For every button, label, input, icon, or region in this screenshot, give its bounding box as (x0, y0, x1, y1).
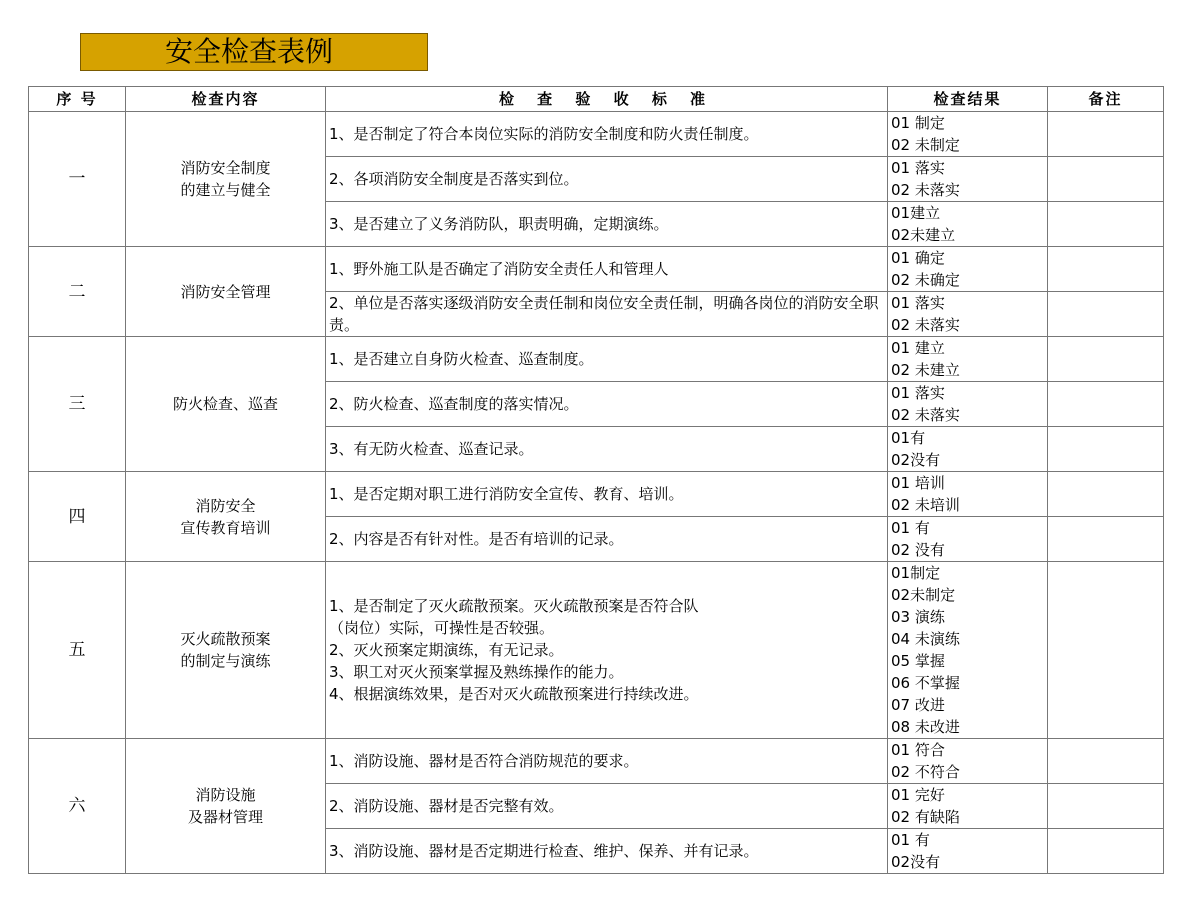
result-option: 02没有 (891, 451, 941, 469)
acceptance-standard: 1、是否定期对职工进行消防安全宣传、教育、培训。 (326, 472, 888, 517)
remark-cell (1048, 562, 1164, 739)
check-result (888, 337, 1048, 382)
check-result (888, 472, 1048, 517)
page-title: 安全检查表例 (80, 33, 428, 71)
result-option: 02 未确定 (891, 271, 960, 289)
acceptance-standard: 3、有无防火检查、巡查记录。 (326, 427, 888, 472)
standard-line: 4、根据演练效果，是否对灭火疏散预案进行持续改进。 (329, 685, 699, 703)
check-item (126, 739, 326, 874)
remark-cell (1048, 247, 1164, 292)
result-option: 02 未落实 (891, 181, 960, 199)
result-option: 01 培训 (891, 474, 945, 492)
result-option: 01有 (891, 429, 926, 447)
check-result (888, 112, 1048, 157)
acceptance-standard: 2、防火检查、巡查制度的落实情况。 (326, 382, 888, 427)
acceptance-standard: 2、各项消防安全制度是否落实到位。 (326, 157, 888, 202)
result-option: 01 落实 (891, 159, 945, 177)
check-result (888, 562, 1048, 739)
table-row (29, 562, 1164, 739)
table-body (29, 112, 1164, 874)
section-number: 二 (29, 247, 126, 337)
table-row (29, 739, 1164, 784)
acceptance-standard: 1、消防设施、器材是否符合消防规范的要求。 (326, 739, 888, 784)
result-option: 01 落实 (891, 294, 945, 312)
header-seq: 序 号 (29, 87, 126, 112)
standard-line: 2、灭火预案定期演练，有无记录。 (329, 641, 564, 659)
result-option: 02 未落实 (891, 316, 960, 334)
check-item (126, 562, 326, 739)
table-row (29, 337, 1164, 382)
remark-cell (1048, 202, 1164, 247)
result-option: 01建立 (891, 204, 941, 222)
result-option: 01 有 (891, 519, 930, 537)
result-option: 01 符合 (891, 741, 945, 759)
remark-cell (1048, 829, 1164, 874)
result-option: 02 未培训 (891, 496, 960, 514)
check-result (888, 202, 1048, 247)
result-option: 02 有缺陷 (891, 808, 960, 826)
result-option: 01 确定 (891, 249, 945, 267)
check-result (888, 382, 1048, 427)
acceptance-standard: 2、内容是否有针对性。是否有培训的记录。 (326, 517, 888, 562)
standard-line: 1、是否制定了灭火疏散预案。灭火疏散预案是否符合队 (329, 597, 699, 615)
check-result (888, 157, 1048, 202)
result-option: 02 不符合 (891, 763, 960, 781)
result-option: 08 未改进 (891, 718, 960, 736)
acceptance-standard: 1、是否制定了符合本岗位实际的消防安全制度和防火责任制度。 (326, 112, 888, 157)
check-item (126, 112, 326, 247)
check-item-line: 灭火疏散预案 (180, 630, 271, 648)
section-number: 六 (29, 739, 126, 874)
result-option: 02 未建立 (891, 361, 960, 379)
result-option: 01 完好 (891, 786, 945, 804)
result-option: 02 未落实 (891, 406, 960, 424)
remark-cell (1048, 517, 1164, 562)
section-number: 三 (29, 337, 126, 472)
result-option: 02未建立 (891, 226, 956, 244)
acceptance-standard: 2、单位是否落实逐级消防安全责任制和岗位安全责任制，明确各岗位的消防安全职责。 (326, 292, 888, 337)
result-option: 01 有 (891, 831, 930, 849)
check-item-line: 消防安全管理 (180, 282, 271, 301)
acceptance-standard (326, 562, 888, 739)
result-option: 02 没有 (891, 541, 945, 559)
check-item-line: 消防安全制度 (180, 159, 271, 177)
header-item: 检查内容 (126, 87, 326, 112)
check-item-line: 防火检查、巡查 (172, 395, 278, 413)
table-header-row (29, 87, 1164, 112)
standard-line: 3、职工对灭火预案掌握及熟练操作的能力。 (329, 663, 624, 681)
check-result (888, 517, 1048, 562)
result-option: 07 改进 (891, 696, 945, 714)
check-result (888, 784, 1048, 829)
section-number: 五 (29, 562, 126, 739)
remark-cell (1048, 157, 1164, 202)
check-item-line: 消防安全 (195, 496, 256, 515)
check-result (888, 292, 1048, 337)
table-row (29, 247, 1164, 292)
check-item-line: 宣传教育培训 (180, 518, 271, 537)
table-row (29, 472, 1164, 517)
check-result (888, 739, 1048, 784)
check-item-line: 的制定与演练 (180, 652, 271, 670)
header-standard: 检 查 验 收 标 准 (326, 87, 888, 112)
section-number: 一 (29, 112, 126, 247)
remark-cell (1048, 112, 1164, 157)
check-item-line: 消防设施 (195, 786, 256, 804)
remark-cell (1048, 382, 1164, 427)
result-option: 06 不掌握 (891, 674, 960, 692)
result-option: 02没有 (891, 853, 941, 871)
acceptance-standard: 1、是否建立自身防火检查、巡查制度。 (326, 337, 888, 382)
check-item (126, 247, 326, 337)
check-item-line: 及器材管理 (187, 808, 263, 826)
check-result (888, 247, 1048, 292)
check-result (888, 427, 1048, 472)
remark-cell (1048, 784, 1164, 829)
acceptance-standard: 2、消防设施、器材是否完整有效。 (326, 784, 888, 829)
acceptance-standard: 3、是否建立了义务消防队，职责明确，定期演练。 (326, 202, 888, 247)
result-option: 01 建立 (891, 339, 945, 357)
header-remark: 备注 (1048, 87, 1164, 112)
result-option: 05 掌握 (891, 652, 945, 670)
result-option: 02 未制定 (891, 136, 960, 154)
check-item-line: 的建立与健全 (180, 181, 271, 199)
check-result (888, 829, 1048, 874)
table-row (29, 112, 1164, 157)
acceptance-standard: 3、消防设施、器材是否定期进行检查、维护、保养、并有记录。 (326, 829, 888, 874)
header-result: 检查结果 (888, 87, 1048, 112)
acceptance-standard: 1、野外施工队是否确定了消防安全责任人和管理人 (326, 247, 888, 292)
result-option: 01制定 (891, 564, 941, 582)
remark-cell (1048, 427, 1164, 472)
remark-cell (1048, 739, 1164, 784)
remark-cell (1048, 292, 1164, 337)
result-option: 04 未演练 (891, 630, 960, 648)
remark-cell (1048, 337, 1164, 382)
result-option: 01 落实 (891, 384, 945, 402)
section-number: 四 (29, 472, 126, 562)
standard-line: （岗位）实际，可操性是否较强。 (329, 619, 555, 637)
remark-cell (1048, 472, 1164, 517)
safety-check-table (28, 86, 1164, 874)
result-option: 03 演练 (891, 608, 945, 626)
result-option: 01 制定 (891, 114, 945, 132)
check-item (126, 472, 326, 562)
check-item (126, 337, 326, 472)
result-option: 02未制定 (891, 586, 956, 604)
